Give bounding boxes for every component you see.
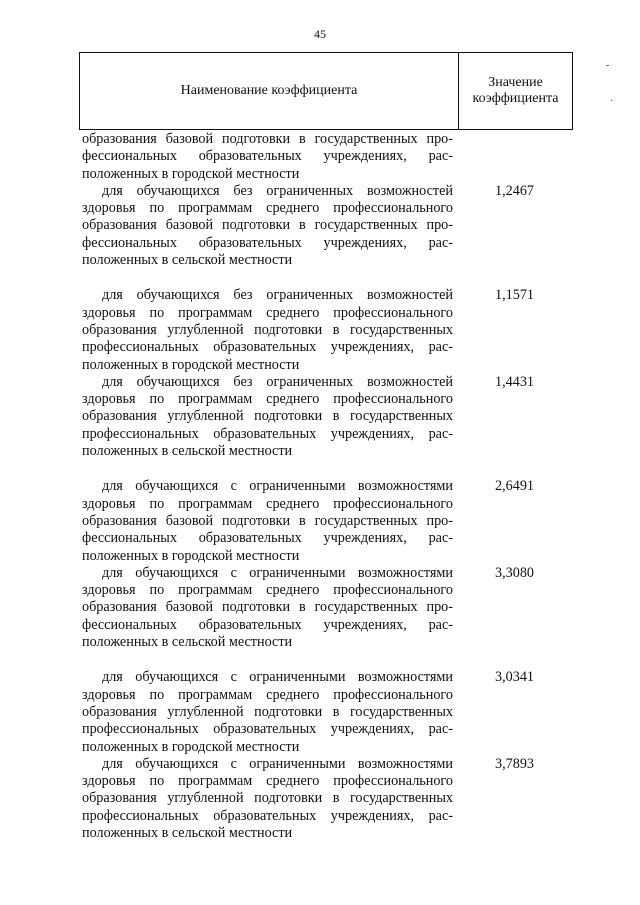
coefficient-description xyxy=(82,183,453,269)
description-line: образования углубленной подготовки в государственных xyxy=(82,321,453,338)
description-line: положенных в городской местности xyxy=(82,738,300,755)
coefficient-row xyxy=(82,374,576,460)
description-line: фессиональных образовательных учреждениях, рас- xyxy=(82,148,453,165)
description-line: для обучающихся с ограниченными возможностями xyxy=(102,564,453,581)
coefficient-value: 3,0341 xyxy=(495,669,535,686)
description-line: образования базовой подготовки в государственных про- xyxy=(82,131,453,147)
coefficient-row xyxy=(82,756,576,842)
coefficient-row xyxy=(82,478,576,564)
description-line: образования базовой подготовки в государственных про- xyxy=(82,599,453,616)
description-line: профессиональных образовательных учреждениях, рас- xyxy=(82,425,453,442)
coefficient-row xyxy=(82,565,576,651)
coefficient-description xyxy=(82,565,453,651)
description-line: здоровья по программам среднего профессионального xyxy=(82,773,453,790)
description-line: здоровья по программам среднего профессионального xyxy=(82,495,453,512)
description-line: положенных в сельской местности xyxy=(82,634,293,651)
description-line: положенных в городской местности xyxy=(82,165,300,182)
description-line: положенных в городской местности xyxy=(82,356,300,373)
description-line: здоровья по программам среднего профессионального xyxy=(82,686,453,703)
description-line: здоровья по программам среднего профессионального xyxy=(82,304,453,321)
column-header-name: Наименование коэффициента xyxy=(180,83,358,98)
coefficient-description xyxy=(82,756,453,842)
coefficient-value: 1,2467 xyxy=(495,182,535,199)
coefficient-description xyxy=(82,287,453,373)
description-line: для обучающихся с ограниченными возможностями xyxy=(102,669,453,686)
description-line: здоровья по программам среднего профессионального xyxy=(82,391,453,408)
coefficient-row xyxy=(82,669,576,755)
description-line: образования углубленной подготовки в государственных xyxy=(82,408,453,425)
coefficient-value: 1,4431 xyxy=(495,373,535,390)
description-line: образования углубленной подготовки в государственных xyxy=(82,790,453,807)
description-line: для обучающихся без ограниченных возможностей xyxy=(102,287,453,304)
description-line: фессиональных образовательных учреждениях, рас- xyxy=(82,530,453,547)
description-line: положенных в сельской местности xyxy=(82,252,293,269)
table-header xyxy=(79,52,573,130)
description-line: положенных в сельской местности xyxy=(82,824,293,841)
coefficient-row xyxy=(82,131,576,183)
coefficient-row xyxy=(82,287,576,373)
coefficient-list xyxy=(82,131,576,842)
description-line: для обучающихся без ограниченных возможностей xyxy=(102,182,453,199)
description-line: здоровья по программам среднего профессионального xyxy=(82,200,453,217)
page-number: 45 xyxy=(314,27,326,41)
description-line: для обучающихся без ограниченных возможностей xyxy=(102,373,453,390)
coefficient-description xyxy=(82,374,453,460)
description-line: положенных в сельской местности xyxy=(82,443,293,460)
coefficient-value: 2,6491 xyxy=(495,478,535,495)
description-line: положенных в городской местности xyxy=(82,547,300,564)
description-line: фессиональных образовательных учреждениях, рас- xyxy=(82,234,453,251)
scan-mark: · xyxy=(610,96,614,107)
description-line: образования базовой подготовки в государственных про- xyxy=(82,217,453,234)
coefficient-value: 3,3080 xyxy=(495,564,535,581)
coefficient-description xyxy=(82,478,453,564)
column-header-value: Значение коэффициента xyxy=(472,75,559,106)
description-line: фессиональных образовательных учреждениях, рас- xyxy=(82,616,453,633)
description-line: образования базовой подготовки в государственных про- xyxy=(82,512,453,529)
coefficient-row xyxy=(82,183,576,269)
description-line: образования углубленной подготовки в государственных xyxy=(82,703,453,720)
description-line: для обучающихся с ограниченными возможностями xyxy=(102,478,453,495)
coefficient-description xyxy=(82,669,453,755)
description-line: здоровья по программам среднего профессионального xyxy=(82,582,453,599)
scan-mark: - xyxy=(606,60,610,71)
description-line: профессиональных образовательных учреждениях, рас- xyxy=(82,807,453,824)
coefficient-description xyxy=(82,131,453,183)
description-line: профессиональных образовательных учреждениях, рас- xyxy=(82,339,453,356)
description-line: профессиональных образовательных учреждениях, рас- xyxy=(82,721,453,738)
coefficient-value: 3,7893 xyxy=(495,755,535,772)
coefficient-value: 1,1571 xyxy=(495,287,535,304)
description-line: для обучающихся с ограниченными возможностями xyxy=(102,755,453,772)
